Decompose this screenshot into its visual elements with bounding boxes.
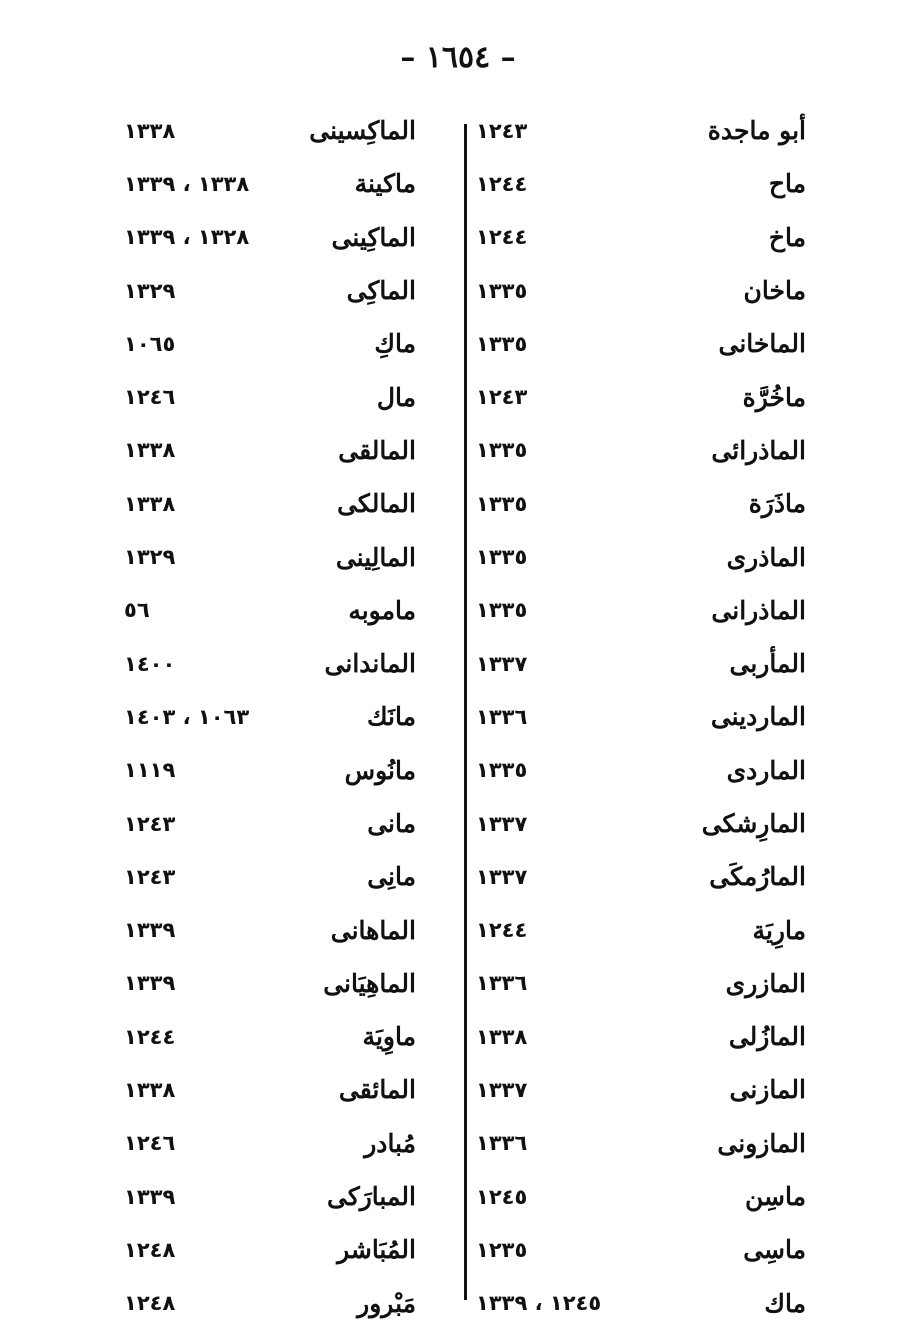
entry-page-ref: ١٢٤٣ — [476, 118, 528, 143]
entry-page-ref: ١٣٣٨ — [124, 491, 176, 516]
entry-page-ref: ١٣٢٩ — [124, 545, 176, 570]
entry-page-ref: ١٣٣٨ — [124, 118, 176, 143]
entry-name: الماردى — [726, 755, 806, 785]
index-entry — [476, 637, 806, 690]
entry-page-ref: ١٣٣٥ — [476, 331, 528, 356]
index-entry — [476, 744, 806, 797]
entry-page-ref: ١٣٣٦ — [476, 971, 528, 996]
entry-name: ماخ — [768, 222, 806, 252]
index-entry — [476, 1010, 806, 1063]
index-entry — [124, 744, 416, 797]
entry-name: المازُلى — [728, 1022, 806, 1052]
entry-page-ref: ١٢٤٣ — [476, 385, 528, 410]
index-entry — [124, 1063, 416, 1116]
entry-name: الماخانى — [718, 329, 806, 359]
index-entry — [124, 690, 416, 743]
entry-name: الماذرى — [726, 542, 806, 572]
entry-name: المالكى — [337, 489, 416, 519]
entry-page-ref: ١٣٣٥ — [476, 491, 528, 516]
entry-name: المارُمكَى — [709, 862, 806, 892]
entry-name: ماك — [764, 1288, 806, 1318]
index-entry — [476, 797, 806, 850]
index-entry — [476, 690, 806, 743]
entry-name: ماخُرَّة — [742, 382, 806, 412]
entry-page-ref: ١٢٤٦ — [124, 1131, 176, 1156]
index-entry — [124, 850, 416, 903]
index-entry — [476, 1277, 806, 1330]
entry-name: المالقى — [338, 435, 416, 465]
entry-page-ref: ١٢٤٤ — [476, 225, 528, 250]
entry-name: ماخان — [743, 276, 806, 306]
entry-page-ref: ١٣٣٥ — [476, 278, 528, 303]
entry-name: المالِينى — [335, 542, 416, 572]
entry-name: الماذرانى — [711, 595, 806, 625]
entry-page-ref: ١٢٤٥ ، ١٣٣٩ — [476, 1291, 602, 1316]
index-entry — [476, 264, 806, 317]
index-entry — [124, 530, 416, 583]
index-entry — [476, 1063, 806, 1116]
index-entry — [124, 264, 416, 317]
index-entry — [476, 370, 806, 423]
index-entry — [476, 477, 806, 530]
entry-name: المأربى — [729, 649, 806, 679]
index-entry — [476, 850, 806, 903]
entry-name: ماح — [768, 169, 806, 199]
index-entry — [476, 530, 806, 583]
entry-name: المائقى — [338, 1075, 416, 1105]
entry-page-ref: ١٣٣٦ — [476, 1131, 528, 1156]
index-entry — [124, 637, 416, 690]
entry-page-ref: ١٣٣٥ — [476, 438, 528, 463]
entry-page-ref: ١٣٣٨ — [124, 1077, 176, 1102]
index-entry — [124, 370, 416, 423]
entry-name: أبو ماجدة — [707, 116, 806, 146]
index-entry — [124, 797, 416, 850]
entry-name: مانَك — [366, 702, 416, 732]
entry-page-ref: ١٣٣٩ — [124, 1184, 176, 1209]
entry-page-ref: ٥٦ — [124, 598, 150, 623]
entry-page-ref: ١٢٤٦ — [124, 385, 176, 410]
entry-name: ماكينة — [354, 169, 416, 199]
entry-page-ref: ١٢٤٣ — [124, 864, 176, 889]
entry-page-ref: ١٤٠٠ — [124, 651, 176, 676]
index-entry — [124, 317, 416, 370]
entry-name: الماكِينى — [331, 222, 416, 252]
entry-page-ref: ١٢٤٤ — [476, 171, 528, 196]
index-entry — [124, 1277, 416, 1330]
entry-name: المارِشكى — [701, 809, 806, 838]
index-entry — [476, 157, 806, 210]
entry-name: الماكِسينى — [309, 116, 416, 146]
entry-page-ref: ١٣٣٧ — [476, 864, 528, 889]
index-entry — [124, 211, 416, 264]
index-entry — [124, 424, 416, 477]
index-entry — [476, 584, 806, 637]
entry-page-ref: ١٣٣٩ — [124, 971, 176, 996]
index-entry — [124, 1170, 416, 1223]
index-entry — [124, 957, 416, 1010]
entry-name: ماسِى — [743, 1235, 806, 1265]
index-entry — [124, 157, 416, 210]
entry-page-ref: ١٢٤٣ — [124, 811, 176, 836]
entry-page-ref: ١٠٦٣ ، ١٤٠٣ — [124, 704, 250, 729]
entry-name: ماوِيَة — [362, 1022, 416, 1052]
index-entry — [476, 1117, 806, 1170]
page-number: – ١٦٥٤ – — [400, 40, 516, 75]
index-entry — [476, 1170, 806, 1223]
entry-page-ref: ١٣٣٥ — [476, 545, 528, 570]
entry-name: الماذرائى — [711, 435, 806, 465]
entry-name: الماهِيَانى — [323, 968, 416, 998]
entry-page-ref: ١٣٣٧ — [476, 811, 528, 836]
index-entry — [124, 903, 416, 956]
entry-name: مانى — [367, 809, 416, 838]
entry-page-ref: ١٣٢٩ — [124, 278, 176, 303]
entry-name: الماكِى — [346, 276, 416, 306]
entry-name: ماذَرَة — [748, 489, 806, 519]
index-entry — [476, 211, 806, 264]
entry-name: المُبَاشر — [337, 1235, 416, 1265]
entry-name: المازونى — [717, 1128, 806, 1158]
entry-page-ref: ١٣٣٨ — [476, 1024, 528, 1049]
entry-page-ref: ١٢٤٤ — [476, 918, 528, 943]
index-entry — [124, 477, 416, 530]
entry-page-ref: ١٣٢٨ ، ١٣٣٩ — [124, 225, 250, 250]
index-entry — [124, 1117, 416, 1170]
entry-name: ماموبه — [348, 595, 416, 625]
entry-page-ref: ١٣٣٧ — [476, 1077, 528, 1102]
entry-page-ref: ١٠٦٥ — [124, 331, 176, 356]
entry-page-ref: ١٢٤٨ — [124, 1291, 176, 1316]
index-entry — [124, 104, 416, 157]
entry-page-ref: ١٢٣٥ — [476, 1237, 528, 1262]
entry-name: مانِى — [367, 862, 416, 892]
index-entry — [476, 903, 806, 956]
column-divider — [464, 124, 467, 1300]
entry-name: المازنى — [729, 1075, 806, 1105]
left-column — [124, 104, 416, 1330]
entry-name: مارِيَة — [752, 915, 806, 945]
index-entry — [476, 1223, 806, 1276]
entry-page-ref: ١٢٤٨ — [124, 1237, 176, 1262]
entry-page-ref: ١٢٤٥ — [476, 1184, 528, 1209]
index-entry — [476, 424, 806, 477]
entry-page-ref: ١١١٩ — [124, 758, 176, 783]
index-entry — [476, 957, 806, 1010]
entry-name: مُبادر — [364, 1128, 416, 1158]
entry-name: المبارَكى — [327, 1182, 416, 1212]
entry-name: المازرى — [725, 968, 806, 998]
entry-name: الماندانى — [324, 649, 416, 679]
entry-page-ref: ١٣٣٨ — [124, 438, 176, 463]
entry-name: مال — [376, 382, 416, 412]
entry-name: ماسِن — [745, 1182, 806, 1212]
index-entry — [476, 317, 806, 370]
entry-page-ref: ١٣٣٩ — [124, 918, 176, 943]
index-entry — [124, 1010, 416, 1063]
entry-name: ماكِ — [374, 329, 416, 359]
index-entry — [124, 584, 416, 637]
entry-page-ref: ١٣٣٦ — [476, 704, 528, 729]
index-entry — [124, 1223, 416, 1276]
entry-name: الماردينى — [710, 702, 806, 732]
index-entry — [476, 104, 806, 157]
entry-name: مَبْرور — [357, 1288, 416, 1318]
entry-page-ref: ١٢٤٤ — [124, 1024, 176, 1049]
entry-page-ref: ١٣٣٧ — [476, 651, 528, 676]
entry-page-ref: ١٣٣٥ — [476, 598, 528, 623]
right-column — [476, 104, 806, 1330]
entry-page-ref: ١٣٣٨ ، ١٣٣٩ — [124, 171, 250, 196]
entry-page-ref: ١٣٣٥ — [476, 758, 528, 783]
entry-name: مانُوس — [344, 755, 416, 785]
entry-name: الماهانى — [330, 915, 416, 945]
